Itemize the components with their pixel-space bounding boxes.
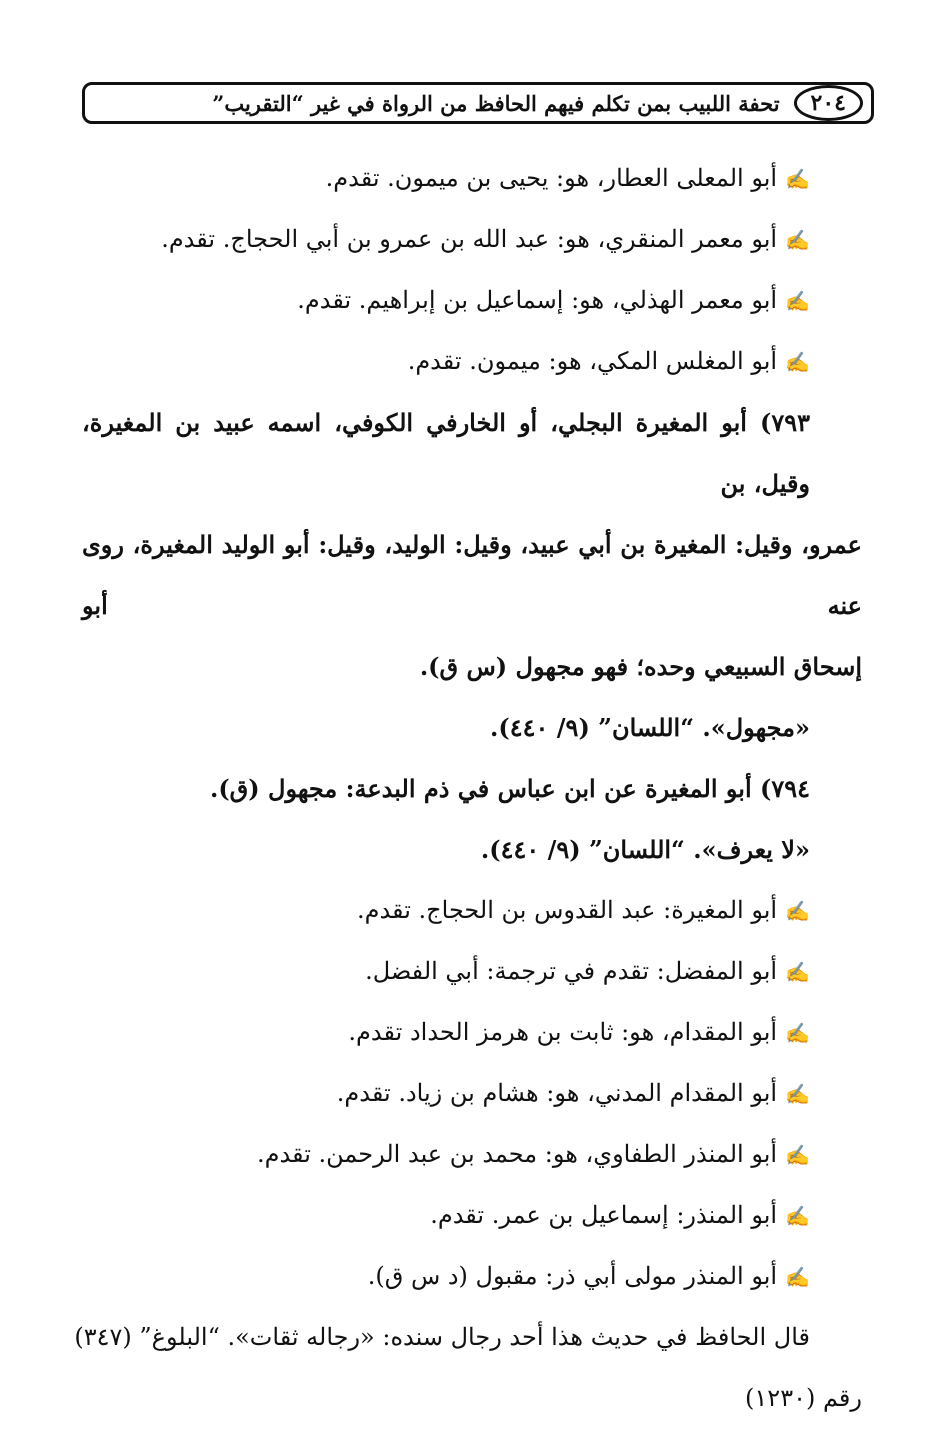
entry-794: ٧٩٤) أبو المغيرة عن ابن عباس في ذم البدعة: مجهول (ق).	[209, 774, 810, 803]
running-header	[82, 82, 874, 124]
pen-icon: ✍	[785, 960, 810, 984]
entry-794-reference: «لا يعرف». “اللسان” (٩/ ٤٤٠).	[480, 835, 810, 864]
entry-text: أبو المنذر مولى أبي ذر: مقبول (د س ق).	[367, 1262, 778, 1290]
entry-793-reference: «مجهول». “اللسان” (٩/ ٤٤٠).	[490, 713, 810, 742]
entry-line	[82, 1002, 862, 1063]
pen-icon: ✍	[785, 1021, 810, 1045]
pen-icon: ✍	[785, 1265, 810, 1289]
entry-line	[82, 880, 862, 941]
pen-icon: ✍	[785, 228, 810, 252]
pen-icon: ✍	[785, 899, 810, 923]
pen-icon: ✍	[785, 350, 810, 374]
entry-text: أبو المنذر: إسماعيل بن عمر. تقدم.	[430, 1201, 778, 1229]
entry-text: أبو معمر الهذلي، هو: إسماعيل بن إبراهيم. تقدم.	[297, 286, 778, 314]
entry-text: أبو المنذر الطفاوي، هو: محمد بن عبد الرحمن. تقدم.	[256, 1140, 778, 1168]
entry-line	[82, 1124, 862, 1185]
entry-line	[82, 1185, 862, 1246]
entry-line	[82, 270, 862, 331]
entry-line	[82, 331, 862, 392]
pen-icon: ✍	[785, 1082, 810, 1106]
page-body	[74, 148, 862, 1429]
entry-text: أبو المفضل: تقدم في ترجمة: أبي الفضل.	[365, 957, 778, 985]
page-number: ٢٠٤	[794, 85, 863, 121]
entry-text: أبو معمر المنقري، هو: عبد الله بن عمرو بن أبي الحجاج. تقدم.	[161, 225, 778, 253]
entry-line	[82, 1063, 862, 1124]
entry-text: أبو المقدام، هو: ثابت بن هرمز الحداد تقدم.	[348, 1018, 778, 1046]
running-title: تحفة اللبيب بمن تكلم فيهم الحافظ من الرواة في غير “التقريب”	[212, 90, 780, 116]
hafiz-note: قال الحافظ في حديث هذا أحد رجال سنده: «رجاله ثقات». “البلوغ” (٣٤٧)	[74, 1323, 810, 1351]
entry-line	[82, 209, 862, 270]
entry-text: أبو المعلى العطار، هو: يحيى بن ميمون. تقدم.	[325, 164, 778, 192]
pen-icon: ✍	[785, 1143, 810, 1167]
entry-line	[82, 1246, 862, 1307]
entry-text: أبو المقدام المدني، هو: هشام بن زياد. تقدم.	[336, 1079, 778, 1107]
entry-line	[82, 941, 862, 1002]
pen-icon: ✍	[785, 1204, 810, 1228]
entry-line	[82, 148, 862, 209]
entry-793-line-1: ٧٩٣) أبو المغيرة البجلي، أو الخارفي الكوفي، اسمه عبيد بن المغيرة، وقيل، بن	[82, 408, 810, 498]
pen-icon: ✍	[785, 289, 810, 313]
entry-text: أبو المغلس المكي، هو: ميمون. تقدم.	[407, 347, 778, 375]
entry-793-paragraph	[82, 392, 862, 697]
pen-icon: ✍	[785, 167, 810, 191]
entry-793-line-2: عمرو، وقيل: المغيرة بن أبي عبيد، وقيل: الوليد، وقيل: أبو الوليد المغيرة، روى عنه أبو	[82, 530, 862, 620]
entry-text: أبو المغيرة: عبد القدوس بن الحجاج. تقدم.	[356, 896, 778, 924]
entry-793-line-3: إسحاق السبيعي وحده؛ فهو مجهول (س ق).	[419, 652, 862, 681]
hafiz-note-number: رقم (١٢٣٠)	[745, 1384, 862, 1412]
